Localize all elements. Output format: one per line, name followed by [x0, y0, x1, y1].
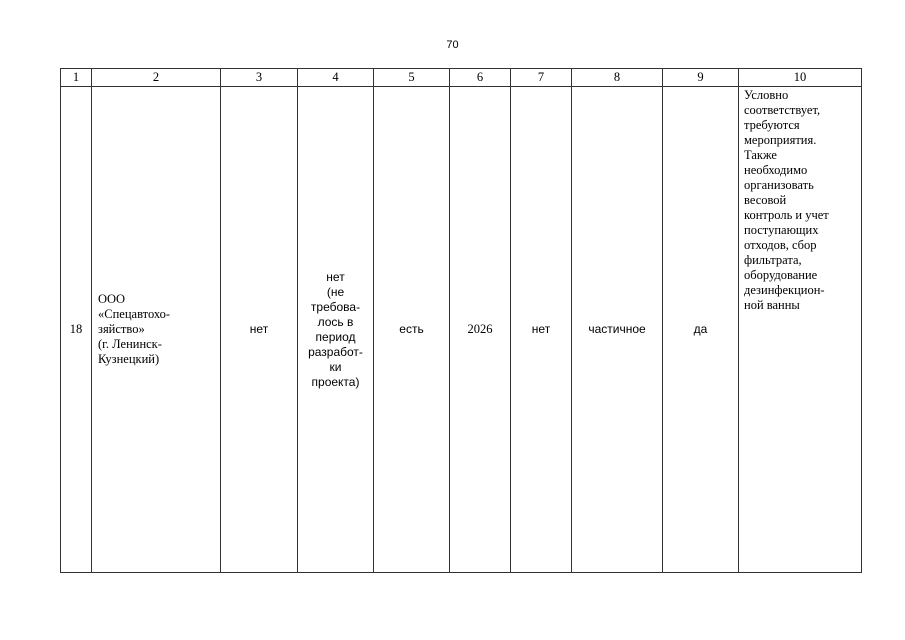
column-header-5: 5 — [374, 69, 450, 87]
column-header-4: 4 — [298, 69, 374, 87]
column-header-6: 6 — [450, 69, 511, 87]
note-cell: Условно соответствует, требуются мероприятия. Также необходимо организовать весовой контроль и учет поступающих отходов, сбор фильтрата, оборудование дезинфекцион- ной ванны — [739, 87, 862, 573]
row-number-cell: 18 — [61, 87, 92, 573]
column-header-2: 2 — [92, 69, 221, 87]
column-header-9: 9 — [663, 69, 739, 87]
table-header-row — [61, 69, 862, 87]
data-table — [60, 68, 862, 573]
organization-cell: ООО «Спецавтохо- зяйство» (г. Ленинск- Кузнецкий) — [92, 87, 221, 573]
column-header-10: 10 — [739, 69, 862, 87]
cell-col6-year: 2026 — [450, 87, 511, 573]
table-row — [61, 87, 862, 573]
column-header-3: 3 — [221, 69, 298, 87]
cell-col5: есть — [374, 87, 450, 573]
cell-col3: нет — [221, 87, 298, 573]
column-header-1: 1 — [61, 69, 92, 87]
cell-col7: нет — [511, 87, 572, 573]
column-header-8: 8 — [572, 69, 663, 87]
column-header-7: 7 — [511, 69, 572, 87]
cell-col9: да — [663, 87, 739, 573]
cell-col8: частичное — [572, 87, 663, 573]
cell-col4: нет (не требова- лось в период разработ- ки проекта) — [298, 87, 374, 573]
page-number: 70 — [446, 39, 459, 51]
